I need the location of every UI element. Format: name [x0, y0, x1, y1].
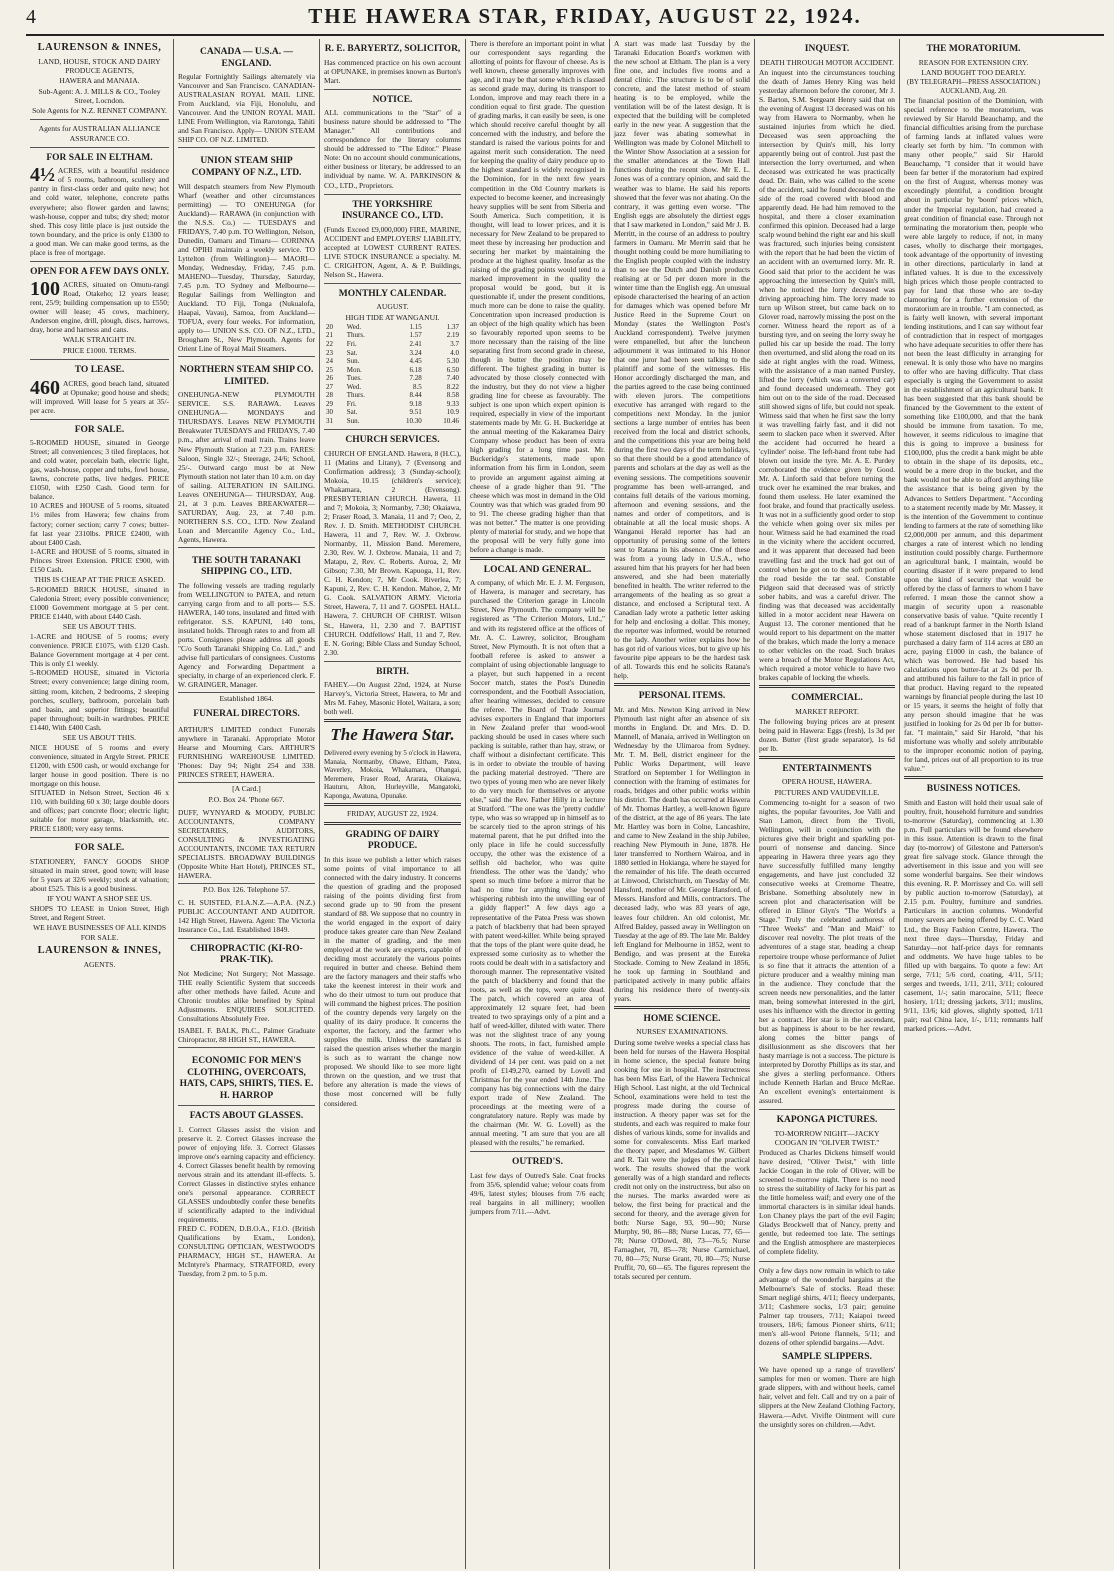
tide-cell: 6.18 — [409, 365, 422, 374]
tide-cell: 1.15 — [409, 322, 422, 331]
masthead — [26, 4, 1104, 36]
opera-subheading: OPERA HOUSE, HAWERA. — [781, 777, 873, 787]
firm-subtitle: LAND, HOUSE, STOCK AND DAIRY PRODUCE AGENTS, — [38, 56, 161, 76]
tide-cell: Mon. — [346, 365, 362, 374]
masthead-title: THE HAWERA STAR, FRIDAY, AUGUST 22, 1924. — [308, 4, 862, 28]
firm-name: LAURENSON & INNES, — [37, 42, 162, 53]
ad-title: NORTHERN STEAM SHIP CO. LIMITED. — [179, 365, 314, 387]
ad-title: UNION STEAM SHIP COMPANY OF N.Z., LTD. — [191, 156, 302, 178]
ad-south-taranaki — [178, 548, 315, 694]
issue-date: FRIDAY, AUGUST 22, 1924. — [346, 809, 438, 819]
tide-cell: 2.19 — [446, 331, 459, 340]
ad-text: The following vessels are trading regularly from WELLINGTON to PATEA, and return carrying cargo from and to all ports— S.S. HAWERA, 140 tons, insulated and fitted with refrigerator. S.S. KAPUNI, 140 tons, insulated holds. Through rates to and from all ports. Consignees please address all goods "C/o South Taranaki Shipping Co. Ltd.," and advise full particulars of consignees. Customs Agency and Forwarding Department a specialty, in charge of an experienced clerk. F. W. GRAINGER, Manager. — [178, 581, 315, 690]
tide-cell: 8.44 — [409, 391, 422, 400]
ad-solicitor-title: R. E. BARYERTZ, SOLICITOR, — [324, 44, 461, 54]
tide-cell: Fri. — [346, 340, 357, 349]
tide-row — [324, 383, 461, 392]
slippers-text: We have opened up a range of travellers' samples for men or women. There are high grade slippers, with and without heels, camel hair, velvet and felt. Call and try on a pair of slippers at the New Zealand Clothing Factory, Hawera.—Advt. Vivifle Ointment will cure the unsightly sores on children.—Advt. — [759, 1365, 896, 1429]
column-6 — [755, 39, 900, 1569]
personal-text: Mr. and Mrs. Newton King arrived in New Plymouth last night after an absence of six months in England. Dr. and Mrs. D. D. Mannell, of Manaia, arrived in Wellington on Wednesday by the Ulimaroa from Sydney. Mr. T. M. Bell, district engineer for the Public Works Department, will leave Stratford on September 1 for Wellington in connection with the framing of estimates for roads, bridges and other public works within his district. The death has occurred at Hawera of Mr. Thomas Hartley, a well-known figure of the district, at the age of 86 years. The late Mr. Hartley was born in Colne, Lancashire, and came to New Zealand in the ship Jubilee, reaching New Plymouth in June, 1878. He later transferred to Northern Wairoa, and in 1880 settled in Hokianga, where he stayed for the remainder of his life. The death occurred at Linwood, Christchurch, on Tuesday of Mr. Hansford, mother of Mr. George Hansford, of Messrs. Hansford and Mills, contractors. The deceased lady, who was 83 years of age, leaves four children. An old colonist, Mr. Alfred Baldey, passed away in Wellington on Tuesday at the age of 89. The late Mr. Baldey left England for Melbourne in 1852, went to Bendigo, and was present at the Eureka Stockade. Coming to New Zealand in 1856, he took up farming in Southland and participated actively in many public affairs during his residence there of twenty-six years. — [614, 704, 750, 1003]
tide-cell: Wed. — [346, 322, 362, 331]
tide-cell: Tues. — [346, 374, 362, 383]
ad-text: Regular Fortnightly Sailings alternately via Vancouver and San Francisco. CANADIAN-AUSTRALASIAN ROYAL MAIL LINE. From Auckland, via Fiji, Honolulu, and Vancouver. And the UNION ROYAL MAIL LINE From Wellington, via Rarotonga, Tahiti and San Francisco. Apply— UNION STEAM SHIP CO. OF N.Z. LIMITED. — [178, 72, 315, 145]
calendar-heading: MONTHLY CALENDAR. — [338, 288, 447, 299]
ad-economic: ECONOMIC FOR MEN'S CLOTHING, OVERCOATS, HATS, CAPS, SHIRTS, TIES. E. H. HARROP — [178, 1053, 315, 1106]
tide-cell: 10.9 — [446, 408, 459, 417]
po-box: P.O. Box 126. Telephone 57. — [202, 885, 291, 895]
tide-row — [324, 349, 461, 358]
tide-row — [324, 374, 461, 383]
editorial-continued: There is therefore an important point in what our correspondent says regarding the allotting of points for flavour of cheese. As is well known, cheese generally improves with age, and it may be that some which is classed as second grade may, during its transport to London, improve and may reach there in a condition equal to first grade. The question of grading marks, it can easily be seen, is one which should receive careful thought by all concerned with the industry, and before the standard is raised the various points for and against merit such consideration. The need for keeping the quality of dairy produce up to the highest standard is widely recognised in the Dominion, for in the next few years competition in the Old Country markets is expected to become keener, and increasingly heavy supplies will be sent from Siberia and South America. Such competition, it is thought, will lead to lower prices, and it is necessary for New Zealand to be prepared to meet these by increasing her production and securing her market by maintaining the produce at the highest quality. Insofar as the raising of the grading points would tend to a marked improvement in the quality the proposal would be good, but it is questionable if, under the present conditions, much more can be done to raise the quality. Concentration upon increased production is an object of the high quality which has been so favourably reported upon seems to be more necessary than the raising of the line separating first from second grade in cheese, though in butter the position may be different. The highest grading in butter is advocated by those closely connected with the industry, but they do not view a higher grading line for cheese as favourably. The subject is one upon which expert opinion is required, especially in view of the important statements made by Mr. G. H. Buckeridge at the annual meeting of the Kakaramea Dairy Company whose product has been of extra high grading for a long time past. Mr. Buckeridge's statements, made upon information from his firm in London, seem to provide an argument against aiming at cheese of a grade higher than 91. "The cheese which was most in demand in the Old Country was that which was graded from 90 to 91. The cheese grading higher than that was not better." The matter is one providing plenty of material for study, and we hope that the proposal will be very fully gone into before a change is made. — [470, 39, 605, 554]
tide-cell: Wed. — [346, 382, 362, 391]
ad-arthur: ARTHUR'S LIMITED conduct Funerals anywhere in Taranaki. Appropriate Motor Hearse and Mourning Cars. ARTHUR'S FURNISHING WAREHOUSE LIMITED. 'Phones: Day 94; Night 254 and 338. PRINCES STREET, HAWERA. — [178, 722, 315, 783]
kaponga-subheading: TO-MORROW NIGHT—JACKY COOGAN IN "OLIVER TWIST." — [774, 1128, 880, 1147]
tide-cell: Sun. — [346, 416, 360, 425]
paper-nameplate: The Hawera Star. — [330, 725, 455, 745]
home-science-text: During some twelve weeks a special class has been held for nurses of the Hawera Hospital in home science, the special feature being cooking for use in hospital. The instructress has been Miss Earl, of the Hawera Technical High School. Last night, at the old Technical School, examinations were held to test the progress made during the course of instruction. A theory paper was set for the students, and each was required to make four dishes of various kinds, some for invalids and some for convalescents. Miss Earl marked the theory paper, and Mesdames W. Gilbert and R. Tait were the judges of the practical work. The results showed that the work generally was of a high standard and reflects credit not only on the instructress, but also on the nurses. The marks awarded were as below, the first being for practical and the second for theory, and the average given for both: Nurse Sage, 93, 90—90; Nurse Murphy, 90, 86—88; Nurse Lucas, 77, 65—78; Nurse O'Dowd, 80, 73—76.5; Nurse Farnagher, 70, 85—78; Nurse Carmichael, 70, 80—75; Nurse Grant, 70, 80—75; Nurse Pruffit, 70, 60—65. The figures represent the totals secured per centum. — [614, 1037, 750, 1282]
ad-duff: DUFF, WYNYARD & MOODY, PUBLIC ACCOUNTANTS, COMPANY SECRETARIES, AUDITORS, CONSULTING & INVESTIGATING ACCOUNTANTS, INCOME TAX RETURN SPECIALISTS. BROADWAY BUILDINGS (Opposite White Hart Hotel), PRINCES ST., HAWERA. — [178, 805, 315, 884]
listing: 10 ACRES and HOUSE of 5 rooms, situated 1½ miles from Hawera; few chains from factory; corner section; carry 7 cows; butter-fat last year 2310lbs. PRICE £2400, with about £400 Cash. — [30, 501, 169, 547]
column-4 — [466, 39, 610, 1569]
listing: STATIONERY, FANCY GOODS SHOP situated in main street, good town; will lease for 5 years at 32/6 weekly; stock at valuation; about £525. This is a good business. — [30, 856, 169, 893]
tide-cell: 9.51 — [409, 408, 422, 417]
firm-place: HAWERA and MANAIA. — [59, 76, 140, 86]
ad-title: CANADA — U.S.A. — ENGLAND. — [200, 47, 293, 69]
tide-cell: 30 — [326, 408, 333, 417]
tide-cell: 4.45 — [409, 357, 422, 366]
ad-foden: FRED C. FODEN, D.B.O.A., F.I.O. (British Qualifications by Exam., London), CONSULTING OPTICIAN, WESTWOOD'S PHARMACY, HIGH ST., HAWERA. At McIntyre's Pharmacy, STRATFORD, every Tuesday, from 2 pm. to 5 p.m. — [178, 1224, 315, 1279]
melbourne-advt: Only a few days now remain in which to take advantage of the wonderful bargains at the Melbourne's Sale of stocks. Read these: Smart negligé shirts, 4/11; fleecy underpants, 3/11; Cashmere socks, 1/3 pair; genuine Palmer tap trousers, 7/11; Kaiapoi tweed trousers, 18/6; famous Pioneer shirts, 6/11; men's all-wool Petone flannels, 5/11; and dozens of other splendid bargains.—Advt. — [759, 1265, 895, 1347]
tide-cell: 24 — [326, 357, 333, 366]
ad-suisted: C. H. SUISTED, P.I.A.N.Z.—A.P.A. (N.Z.) PUBLIC ACCOUNTANT AND AUDITOR. 142 High Street, Hawera. Agent: The Victoria Insurance Co., Ltd. Established 1849. — [178, 895, 315, 938]
tide-row — [324, 331, 461, 340]
column-3 — [320, 39, 466, 1569]
agents-alliance: Agents for AUSTRALIAN ALLIANCE ASSURANCE CO. — [38, 124, 161, 143]
entertainments-heading: ENTERTAINMENTS — [782, 763, 872, 774]
facts-text: 1. Correct Glasses assist the vision and preserve it. 2. Correct Glasses increase the power of enjoying life. 3. Correct Glasses improve one's earning capacity and efficiency. 4. Correct Glasses benefit health by removing nervous strain and its attendant ill-effects. 5. Correct Glasses in distinctive styles enhance one's personal appearance. CORRECT GLASSES undoubtedly confer these benefits if scientifically adapted to the individual requirements. — [178, 1124, 315, 1225]
funeral-heading: FUNERAL DIRECTORS. — [193, 708, 300, 719]
tide-cell: 25 — [326, 365, 333, 374]
tide-cell: 2.41 — [409, 340, 422, 349]
heading-lease: TO LEASE. — [74, 364, 125, 375]
home-science-heading: HOME SCIENCE. — [643, 1013, 721, 1024]
heading-sale-2: FOR SALE. — [74, 843, 125, 854]
page-number: 4 — [26, 6, 36, 28]
ad-solicitor-text: Has commenced practice on his own account at OPUNAKE, in premises known as Burton's Mart. — [324, 57, 461, 85]
card-label: [A Card.] — [232, 784, 261, 794]
chiro-heading: CHIROPRACTIC (KI-RO-PRAK-TIK). — [190, 943, 303, 966]
listing-eltham: 4½ ACRES, with a beautiful residence of 5 rooms, bathroom, scullery and pantry in first-class order and quite new; hot and cold water, telephone, concrete paths everywhere; also flower garden and lawns; wash-house, copper and tubs; dry shed; motor shed. This cosy little place is just outside the town boundary, and the price is only £1300 to a good man. We can make good terms, as the place is free of mortgage. — [30, 164, 169, 257]
listing: 5-ROOMED HOUSE, situated in George Street; all conveniences; 3 tiled fireplaces, hot and cold water, porcelain bath, electric light, gas, wash-house, copper and tubs, fowl house, lawns, concrete paths, live hedges. PRICE £1050, with £250 Cash. Good term for balance. — [30, 438, 169, 502]
moratorium-subheading-2: LAND BOUGHT TOO DEARLY. — [921, 67, 1026, 77]
tide-cell: 23 — [326, 348, 333, 357]
tide-heading: HIGH TIDE AT WANGANUI. — [345, 312, 440, 322]
listing: 1-ACRE and HOUSE of 5 rooms, situated in Princes Street Extension. PRICE £900, with £150 Cash. — [30, 546, 169, 574]
ad-title: THE SOUTH TARANAKI SHIPPING CO., LTD. — [192, 555, 301, 578]
tide-cell: 8.5 — [412, 382, 422, 391]
tide-cell: 31 — [326, 416, 333, 425]
heading-eltham: FOR SALE IN ELTHAM. — [46, 152, 153, 163]
firm-footer-agents: AGENTS. — [83, 959, 116, 969]
tide-cell: 1.37 — [446, 322, 459, 331]
tide-cell: 10.30 — [405, 416, 422, 425]
ad-canada — [178, 39, 315, 148]
column-7 — [900, 39, 1047, 1569]
moratorium-subheading: REASON FOR EXTENSION CRY. — [918, 57, 1029, 67]
tide-cell: 29 — [326, 399, 333, 408]
inquest-text: An inquest into the circumstances touching the death of James Henry King was held yesterday afternoon before the coroner, Mr J. S. Barton, S.M. Sergeant Henry said that on the evening of August 13 deceased was on his way from Hawera to Normanby, when he sustained injuries from which he died. Deceased was seen approaching the intersection by Quin's mill, his lorry apparently being out of control. Just past the intersection the lorry overturned, and when deceased was extricated he was practically dead. Dr. Bain, who was called to the scene of the accident, said he found deceased on the side of the road covered with blood and apparently dead. He had him removed to the hospital, and there a closer examination confirmed this opinion. Deceased had a large scalp wound behind the right ear and his skull was fractured, such injuries being consistent with the report that he had been the victim of an accident with an overturned lorry. Mr. R. Good said that prior to the accident he was approaching the intersection by Quin's mill, when he noticed the lorry deceased was driving approaching him. The lorry made to turn up Wilson street, but came back on to Glover road, narrowly missing the post on the corner. Witness heard the report as of a bursting tyre, and on seeing the lorry sway he pulled his car up beside the road. The lorry then overturned, and slid along the road on its side at right angles with the road. Witness, with the assistance of a man named Pursley, lifted the lorry (which was a converted car) and found deceased underneath. They got him out on to the side of the road. Deceased still showed signs of life, but could not speak. Witness said that when he first saw the lorry it was travelling fairly fast, and it did not seem to slacken pace when it swerved. After the accident had occurred he heard a 'cylinder' noise. The left-hand front tube had blown out inside the tyre. Mr. A. E. Purdey corroborated the evidence given by Good. Mr. A. Linforth said that before turning the truck over he examined the rear brakes, and found them useless. He later examined the foot brake, and found that practically useless. It was not in a sufficiently good order to stop the vehicle when going over six miles per hour. Witness said he had examined the road in the vicinity where the accident occurred, and it was apparent that deceased had been travelling fast and the truck had got out of control when he got on to the soft portion of the road beside the tar seal. Constable Pidgeon said that deceased was of strictly sober habits, and was a careful driver. The finding was that deceased was accidentally killed in a motor accident near Hawera on August 13. The coroner mentioned that he would report to his department on the matter of the brakes, which made the lorry a menace to other vehicles on the road. Such brakes were a breach of the Motor Regulations Act, which required a motor vehicle to have two brakes capable of locking the wheels. — [759, 67, 895, 682]
pictures-subheading: PICTURES AND VAUDEVILLE. — [774, 787, 880, 797]
tide-cell: 9.33 — [446, 399, 459, 408]
kaponga-text: Produced as Charles Dickens himself would have desired, "Oliver Twist," with little Jackie Coogan in the role of Oliver, will be screened to-morrow night. There is no need to stress the suitability of Jacky for his part as the little homeless waif; and every one of the immortal characters is in similar ideal hands. Lon Chaney plays the part of the evil Fagin; Gladys Brockwell that of Nancy, pretty and gentle, but redeemed too late. The settings and the English atmosphere are masterpieces of complete fidelity. — [759, 1148, 895, 1257]
tide-cell: Sat. — [346, 408, 358, 417]
tide-cell: Thurs. — [346, 331, 365, 340]
outred-heading: OUTRED'S. — [512, 1157, 563, 1168]
listing-lease: 460 ACRES, good beach land, situated at Opunake; good house and sheds; will improved. Will lease for 5 years at 35/- per acre. — [30, 376, 169, 415]
tide-row — [324, 366, 461, 375]
tide-cell: 21 — [326, 331, 333, 340]
editorial-heading: GRADING OF DAIRY PRODUCE. — [345, 829, 440, 852]
tide-cell: 5.30 — [446, 357, 459, 366]
notice-text: ALL communications to the "Star" of a business nature should be addressed to "The Manager." All contributions and correspondence for the literary columns should be addressed to "The Editor." Please Note: On no account should communications, either business or literary, be addressed to an individual by name. W. A. PARKINSON & CO., LTD., Proprietors. — [324, 108, 461, 190]
listing-number: 100 — [30, 278, 60, 301]
listing: 5-ROOMED HOUSE, situated in Victoria Street; every convenience; large dining room, sitting room, kitchen, 2 bedrooms, 2 sleeping porches, scullery, bathroom, porcelain bath and basin, and superior fittings; beautiful paper throughout; built-in wardrobes. PRICE £1440, With £400 Cash. — [30, 668, 169, 732]
established: Established 1864. — [219, 694, 274, 704]
tide-row — [324, 357, 461, 366]
column-1 — [26, 39, 174, 1569]
tide-cell: 8.22 — [446, 382, 459, 391]
listing-open: 100 ACRES, situated on Omutu-rangi Road, Otakeho; 12 years lease; rent, 25/9; building compensation up to £550; owner will lease; 45 cows, machinery, Anderson engine, drill, plough, discs, harrows, dray, horse and harness and cans. — [30, 278, 169, 335]
ad-balk: ISABEL F. BALK, Ph.C., Palmer Graduate Chiropractor, 88 HIGH ST., HAWERA. — [178, 1023, 315, 1048]
heading-sale: FOR SALE. — [74, 424, 125, 435]
delivery-note: Delivered every evening by 5 o'clock in Hawera, Manaia, Normanby, Ohawe, Eltham, Patea, Waverley, Mokoia, Whakamara, Ohangai, Meremere, Fraser Road, Ararata, Okaiawa, Hauturu, Alton, Hurleyville, Mangatoki, Kaponga, Awatuna, Opunake. — [324, 749, 461, 800]
shop-note: IF YOU WANT A SHOP SEE US. — [47, 893, 152, 903]
tide-cell: 8.58 — [446, 391, 459, 400]
nurses-subheading: NURSES' EXAMINATIONS. — [636, 1027, 728, 1037]
moratorium-text: The financial position of the Dominion, with special reference to the moratorium, was reviewed by Sir Harold Beauchamp, and the financial difficulties arising from the purchase of farming lands at inflated values were clearly set forth by him. "In common with many other people," said Sir Harold Beauchamp, "I consider that it would have been far better if the moratorium had expired on the first of August, whereas money was exceedingly plentiful, a condition brought about in particular by 'boom' prices which, under the Imperial regulation, had created a great condition of financial ease. Through not terminating the moratorium then, people who were able largely to reduce, if not, in many cases, wholly to discharge their mortgages, took advantage of the opportunity of investing in other directions, particularly in land at inflated values. It is due to the excessively high prices which those people contracted to pay for land that those who are to-day clamouring for a further extension of the moratorium are in trouble. "I am connected, as is fairly well known, with several important lending institutions, and I can say without fear of contradiction that in respect of mortgages who have adequate securities to offer there has not been the least difficulty in arranging for renewal. It is only those who have no margins to offer who are having difficulty. That class especially is urging the Government to assist in the establishment of an agricultural bank. It has been suggested that this bank should be financed by the Government to the extent of something like £100,000, and that the bank should be immune from taxation. To me, however, it seems ridiculous to imagine that this is going to improve a business for £100,000, plus the credit a bank might be able to obtain in the shape of its deposits, etc., would be a mere drop in the bucket, and the bank would not be able to afford anything like the assistance that is being given by the Advances to Settlers Department. "According to a statement recently made by Mr. Massey, it is the intention of the Government to continue lending to farmers at the rate of something like £2,000,000 per annum, and this department charges a rate of interest which no lending institution could possibly charge. Furthermore an agricultural bank, I maintain, would be courting disaster if it were prepared to lend upon the kind of security that would be offered by the class of farmers to whom I have referred. I mean those the cannot show a margin of security upon a reasonable conservative basis of value. "Quite recently I read of a bankrupt farmer in the North Island whose statement disclosed that in 1917 he purchased a dairy farm of 114 acres at £80 an acre, paying £1000 in cash, the balance of which was borrowed. He had based his calculations upon butter-fat at 2s 0d per lb. and attributed his failure to the fall in price of that product. Having regard to the repeated warnings by financial people during the last 10 or 15 years, it seems the height of folly that any person should imagine that he was justified in looking for 2s 0d per lb for butter-fat. "I maintain," said Sir Harold, "that his misfortune was wholly and solely attributable to the improper economic notion of paying, for land, prices out of all proportion to its true value." — [904, 96, 1043, 774]
yorkshire-text: (Funds Exceed £9,000,000) FIRE, MARINE, ACCIDENT and EMPLOYERS' LIABILITY, accepted at LOWEST CURRENT RATES. LIVE STOCK INSURANCE a specialty. M. C. CRIGHTON, Agent, A. & P. Buildings, Nelson St., Hawera. — [324, 224, 461, 279]
business-heading: BUSINESS NOTICES. — [926, 784, 1021, 795]
heading-open: OPEN FOR A FEW DAYS ONLY. — [30, 266, 169, 277]
listing: 5-ROOMED BRICK HOUSE, situated in Caledonia Street; every possible convenience; £1000 Government mortgage at 5 per cent. PRICE £1440, with about £440 Cash. — [30, 584, 169, 622]
inquest-heading: INQUEST. — [804, 44, 850, 54]
kaponga-heading: KAPONGA PICTURES. — [776, 1115, 878, 1126]
see-us: SEE US ABOUT THIS. — [62, 732, 137, 742]
tide-row — [324, 417, 461, 426]
price: PRICE £1000. TERMS. — [62, 345, 137, 355]
listing-number: 460 — [30, 376, 60, 399]
tide-cell: 3.24 — [409, 348, 422, 357]
sole-agents: Sole Agents for N.Z. RENNET COMPANY. — [32, 106, 167, 116]
local-continued: A start was made last Tuesday by the Taranaki Education Board's workmen with the new school at Eltham. The plan is a very fine one, and includes five rooms and a dental clinic. The structure is to be of solid concrete, and the latest method of steam heating is to be employed, while the ventilation will be of the latest design. It is expected that the building will be completed early in the new year. A suggestion that the jazz fever was abating somewhat in Wellington was made by Colonel Mitchell to the Winter Show Association at a session for the smaller attendances at the Town Hall functions during the recent show. Mr E. L. Jones was of a contrary opinion, and said the weather was to blame. He said his reports showed that the fever was not abating. On the contrary, it was getting even worse. "The English eggs are absolutely the dirtiest eggs that I saw marketed in London," said Mr J. B. Merritt, in the course of an address to poultry farmers in Oamaru. Mr Merritt said that he thought nothing could be more humiliating to the English people coupled with the industry than to see the Dutch and Danish products realising at or 5d per dozen more in the winter time than the English egg. An unusual episode characterised the hearing of an action for damages which was opened before Mr Justice Reed in the Supreme Court on Monday (states the Wellington Post's Auckland correspondent). Twelve jurymen were empanelled, but after the luncheon adjournment it was intimated to his Honor that one juror had been seen talking to the plaintiff and some of the witnesses. His Honor accordingly discharged the man, and the parties agreed to the case being continued with eleven jurors. The competitions executive has arranged with regard to the competitions next Monday. In the junior sections a large number of entries has been received from the local and district schools, and the competitions this year are being held during the first two days of the term holidays, so that there should be a good attendance of parents and scholars at the day as well as the evening sessions. The competitions souvenir programme has been well-arranged, and contains full details of the various morning, afternoon and evening sessions, and the names and order of competitors, and is obtainable at all the local music shops. A Wanganui Herald reporter has had an opportunity of perusing some of the letters sent to Ratana in his absence. One of these was from a young lady in U.S.A., who assured him that his prayers for her had been answered, and she had been materially benefited in health. The writer referred to the arrangements of the healing as so great a distance, and enclosed a Scriptural text. A Canadian lady wrote a pathetic letter asking for help and enclosing a dollar. This money, the reporter was informed, would be returned to the lady. Another writer explains how he has got rid of various vices, but to give up his favourite pipe appears to be the hardest task of all. Towards this end he solicits Ratana's help. — [614, 39, 750, 681]
tide-cell: 22 — [326, 340, 333, 349]
tide-cell: 4.0 — [450, 348, 459, 357]
tide-cell: 7.40 — [446, 374, 459, 383]
ad-text: Will despatch steamers from New Plymouth Wharf (weather and other circumstances permitting) — TO ONEHUNGA (for Auckland)— RARAWA (in conjunction with the N.S.S. Co.) — TUESDAYS and FRIDAYS, 7.40 p.m. TO Wellington, Nelson, Dunedin, Oamaru and Timaru— CORINNA and OPIHI maintain a weekly service. TO Lyttelton (from Wellington)— MAORI—Monday, Wednesday, Friday, 7.45 p.m. MAHENO—Tuesday, Thursday, Saturday, 7.45 p.m. TO Sydney and Melbourne— Regular Sailings from Wellington and Auckland. TO Fiji, Tonga (Nukualofa, Haapai, Vavau), Samoa, from Auckland— TOFUA, every four weeks. For information, apply to— UNION S.S. CO. OF N.Z., LTD., Brougham St., New Plymouth. Agents for Orient Line of Royal Mail Steamers. — [178, 181, 315, 354]
listing: NICE HOUSE of 5 rooms and every convenience, situated in Argyle Street. PRICE £1200, with £500 cash, or would exchange for larger house in good position. There is no mortgage on this house. — [30, 742, 169, 789]
column-2 — [174, 39, 320, 1569]
tide-row — [324, 323, 461, 332]
listing: 1-ACRE and HOUSE of 5 rooms; every convenience. PRICE £1075, with £120 Cash. Balance Government mortgage at 4 per cent. This is only £1 weekly. — [30, 632, 169, 669]
cheap-note: THIS IS CHEAP AT THE PRICE ASKED. — [33, 574, 166, 584]
po-box: P.O. Box 24. 'Phone 667. — [208, 794, 285, 804]
commercial-heading: COMMERCIAL. — [791, 692, 863, 703]
firm-footer: LAURENSON & INNES, — [37, 944, 162, 956]
tide-cell: 6.50 — [446, 365, 459, 374]
facts-heading: FACTS ABOUT GLASSES. — [189, 1111, 304, 1122]
tide-cell: Sun. — [346, 357, 360, 366]
listing-number: 4½ — [30, 164, 55, 187]
local-heading: LOCAL AND GENERAL. — [483, 564, 592, 575]
slippers-heading: SAMPLE SLIPPERS. — [782, 1351, 872, 1362]
notice-heading: NOTICE. — [372, 94, 413, 105]
listing: SITUATED in Nelson Street, Section 46 x 110, with building 60 x 30; large double doors and offices; part concrete floor; electric light; suitable for motor garage, blacksmith, etc. PRICE £1800; very easy terms. — [30, 788, 169, 834]
tide-row — [324, 340, 461, 349]
moratorium-heading: THE MORATORIUM. — [926, 44, 1021, 54]
personal-heading: PERSONAL ITEMS. — [638, 691, 726, 702]
dateline: (BY TELEGRAPH—PRESS ASSOCIATION.) AUCKLAND, Aug. 20. — [906, 78, 1041, 95]
birth-heading: BIRTH. — [376, 666, 409, 677]
ad-union — [178, 148, 315, 357]
business-text: Smith and Easton will hold their usual sale of poultry, fruit, household furniture and sundries to-morrow (Saturday), commencing at 1.30 p.m. Full particulars will be found elsewhere in this issue. Attention is drawn to the final day (to-morrow) of Gilestone and Patterson's great fire salvage stock. Glance through the advertisement in this issue and you will see some wonderful bargains. See their windows this evening. R. P. Morrissey and Co. will sell by public auction to-morrow (Saturday), at 2.15 p.m. Poultry, furniture and sundries. Particulars in auction columns. Wonderful money savers are being offered by C. C. Ward Ltd., the Busy Fashion Centre, Hawera. The next three days—Thursday, Friday and Saturday—not half-price days for remnants and oddments. We have huge tables to be filled up with bargains. To quote a few: Art serge, 7/11; 5/6 cord, coating, 4/11, 5/11; serges and tweeds, 1/11, 2/11, 3/11; coloured casement, 1/-; satin marocaine, 5/11; fleece hosiery, 1/11; dressing jackets, 3/11; muslins, 9/11, 13/6; kid gloves, slightly spotted, 1/11 pair; real China lace, 1/-, 1/11; remnants half marked prices.—Advt. — [904, 798, 1043, 1033]
tide-cell: 26 — [326, 374, 333, 383]
shops-lease: SHOPS TO LEASE in Union Street, High Street, and Regent Street. — [30, 904, 169, 923]
editorial-text: In this issue we publish a letter which raises some points of vital importance to all connected with the dairy industry. It concerns the question of grading and the proposed raising of the points dividing first from second grade up to 90 from the present standard of 88. We suppose that no country in the world engaged in the export of dairy produce takes greater care than New Zealand in the matter of grading, and the men employed at the work are experts, capable of deciding most accurately the various points required in butter and cheese. Behind them are the factory managers and their staffs who take the keenest interest in their work and who do their utmost to turn out produce that will command the highest prices. The position of the country depends very largely on the quality of its dairy produce. It concerns the exporter, the factory, and the farmer who supplies the milk. Unless the standard is raised the question arises whether the margin is such as to warrant the change now proposed. We should like to see more light thrown on the question, and we trust that before any alteration is made the views of those most concerned will be fully considered. — [324, 854, 461, 1108]
tide-row — [324, 400, 461, 409]
tide-table — [324, 323, 461, 425]
outred-text: Last few days of Outred's Sale. Coat frocks from 35/6, splendid value; velour coats from 49/6, latest styles; blouses from 7/6 each; real bargains in all millinery; woollen jumpers from 7/11.—Advt. — [470, 1170, 605, 1217]
local-text: A company, of which Mr. E. J. M. Ferguson, of Hawera, is manager and secretary, has purchased the Criterion garage in Lincoln Street, New Plymouth. The company will be registered as "The Criterion Motors, Ltd.," and with its registered office at the offices of Mr. A. C. Lawrey, solicitor, Brougham Street, New Plymouth. It is not often that a football referee is asked to answer a complaint of using objectionable language to a player, but such happened in a recent Soccer match, states the Post's Dunedin correspondent, and the Football Association, after hearing witnesses, decided to censure the referee. The Board of Trade Journal advises exporters in England that importers in New Zealand prefer that wood-wool packing should be used in cases where such packing is suitable, rather than hay, straw, or chaff without a disinfectant certificate. This is in order to obviate the trouble of having the packing material destroyed. "There are two types of young men who are never likely to do very much for themselves or anyone else," said the Rev. Father Hilly in a lecture at Stratford. "The one was the 'pretty cuddle' type, who was so wrapped up in himself as to be scarcely tied to the apron strings of his maternal parent, that he put drifted into the only place in life he could successfully occupy, the other was the existence of a selfish old bachelor, who was quite friendless. The other was the 'dandy,' who spent so much time before a mirror that he had no time for anything else beyond whispering rubbish into the unwilling ear of a giddy flapper!" A few days ago a representative of the Patea Press was shown a patch of blackberry that had been sprayed with patent weed-killer. While being sprayed that the tops of the plant were quite dead, he expressed some curiosity as to whether the roots could be dealt with in a satisfactory and thorough manner. The representative visited the patch of blackberry and found that the roots, as well as the tops, were quite dead. The patch, which covered an area of approximately 12 square feet, had been treated to two sprayings only of a pint and a half of weed-killer, diluted with water. There was not the slightest trace of any young shoots. The roots, in fact, furnished ample evidence of the value of weed-killer. A dividend of 14 per cent. was paid on a net profit of £149,270, earned by Lovell and Christmas for the year ended 14th June. The company has big connections with the dairy export trade of New Zealand. The proceedings at the meeting were of a congratulatory nature. Reply was made by the chairman (Mr. W. G. Lovell) as the annual meeting. "I am sure that you are all pleased with the results," he remarked. — [470, 578, 605, 1148]
column-5 — [610, 39, 755, 1569]
ad-northern — [178, 357, 315, 548]
calendar-month: AUGUST. — [376, 302, 409, 312]
ad-text: ONEHUNGA-NEW PLYMOUTH SERVICE. S.S. RARAWA. Leaves ONEHUNGA— MONDAYS and THURSDAYS. Leaves NEW PLYMOUTH Breakwater TUESDAYS and FRIDAYS, 7.40 p.m., after arrival of mail train. Trains leave New Plymouth Station at 7.23 p.m. FARES: Saloon, Single 32/-; Steerage, 24/6; School, 25/-. Outward cargo must be at New Plymouth station not later than 10 a.m. on day of sailing. ALTERATION IN SAILING. Leaves ONEHUNGA— THURSDAY, Aug. 21, at 3 p.m. Leaves BREAKWATER— SATURDAY, Aug. 23, at 7.40 p.m. NORTHERN S.S. CO., LTD. New Zealand Loan and Mercantile Agency Co., Ltd., Agents, Hawera. — [178, 390, 315, 544]
tide-cell: 10.46 — [443, 416, 459, 425]
walk-in: WALK STRAIGHT IN. — [62, 335, 137, 345]
tide-cell: Fri. — [346, 399, 357, 408]
tide-cell: 3.7 — [450, 340, 459, 349]
tide-cell: 27 — [326, 382, 333, 391]
opera-text: Commencing to-night for a season of two nights, the popular favourites, Joe Valli and Stan Lamon, direct from the Tivoli, Wellington, will in conjunction with the pictures give their bright and sparkling pot-pourri of nonsense and dancing. Since appearing in Hawera three years ago they have successfully fulfilled many lengthy engagements, and have just concluded 32 consecutive weeks at Cremorne Theatre, Brisbane. Something absolutely new in screen plot and characterisation will be offered in Elinor Glyn's "The World's a Stage." Truly the celebrated authoress of "Three Weeks" and "Man and Maid" to discover real novelty. The plot treats of the adventures of a stage star, heading a cheap repertoire troupe whose performance of Juliet is so fine that it attracts the attention of a picture producer and a wealthy mining man in the audience. They conclude that the screen needs new personalities, and the latter man, being somewhat interested in the girl, uses his influence with the director in getting her a contract. Her star is in the ascendant, but as happiness is about to be her reward, along comes the bitter pangs of disillusionment as she discovers that her hasty marriage is not a success. The picture is interpreted by Dorothy Phillips as its star, and she gives a sterling performance. Others include Kenneth Harlan and Bruce McRae. An excellent evening's entertainment is assured. — [759, 797, 895, 1106]
tide-cell: Sat. — [346, 348, 358, 357]
tide-cell: Thurs. — [346, 391, 365, 400]
tide-row — [324, 391, 461, 400]
see-us: SEE US ABOUT THIS. — [62, 622, 137, 632]
chiro-text: Not Medicine; Not Surgery; Not Massage. THE really Scientific System that succeeds after other methods have failed. Acute and Chronic troubles alike benefited by Spinal Adjustments. ENQUIRIES SOLICITED. Consultations Absolutely Free. — [178, 968, 315, 1023]
tide-cell: 20 — [326, 322, 333, 331]
tide-cell: 1.57 — [409, 331, 422, 340]
inquest-subheading: DEATH THROUGH MOTOR ACCIDENT. — [759, 57, 895, 67]
sub-agent: Sub-Agent: A. J. MILLS & CO., Tooley Street, Locndon. — [38, 86, 161, 105]
tide-cell: 9.18 — [409, 399, 422, 408]
yorkshire-heading: THE YORKSHIRE INSURANCE CO., LTD. — [341, 199, 444, 222]
church-heading: CHURCH SERVICES. — [345, 435, 440, 446]
tide-cell: 7.28 — [409, 374, 422, 383]
businesses: WE HAVE BUSINESSES OF ALL KINDS FOR SALE. — [32, 923, 167, 942]
birth-text: FAHEY.—On August 22nd, 1924, at Nurse Harvey's, Victoria Street, Hawera, to Mr and Mrs M. Fahey, Masonic Hotel, Waitara, a son; both well. — [324, 680, 461, 717]
market-subheading: MARKET REPORT. — [795, 706, 859, 716]
tide-row — [324, 408, 461, 417]
church-text: CHURCH OF ENGLAND. Hawera, 8 (H.C.), 11 (Matins and Litany), 7 (Evensong and Confirmation address); 3 (Sunday-school); Mokoia, 10.15 (children's service); Whakamara, 2 (Evensong). PRESBYTERIAN CHURCH. Hawera, 11 and 7; Mokoia, 3; Normanby, 7.30; Okaiawa, 2; Fraser Road, 3. Manaia, 11 and 7; Oeo, 2, Rev. J. D. Smith. METHODIST CHURCH. Hawera, 11 and 7, Rev. W. J. Oxbrow. Normanby, 11, Mission Band. Meremere, 2.30, Rev. W. J. Oxbrow. Manaia, 11 and 7; Matapu, 2, Rev. C. Roberts. Auroa, 2, Mr Gibson; 7.30, Mr Brown. Kapuoga, 11, Rev. C. H. Kendon; 7, Mr Cook. Riverlea, 7; Kapuni, 2, Rev. C. H. Kendon. Mahoe, 2, Mr G. Cook. SALVATION ARMY. Victoria Street, Hawera, 7, 11 and 7. GOSPEL HALL. Hawera, 7. CHURCH OF CHRIST. Wilson St., Hawera, 11, 2.30 and 7. BAPTIST CHURCH. Oddfellows' Hall, 11 and 7, Rev. E. N. Goring; Bible Class and Sunday School, 2.30. — [324, 448, 461, 657]
market-text: The following buying prices are at present being paid in Hawera: Eggs (fresh), 1s 3d per dozen. Butter (first grade separator), 1s 6d per lb. — [759, 716, 895, 753]
tide-cell: 28 — [326, 391, 333, 400]
